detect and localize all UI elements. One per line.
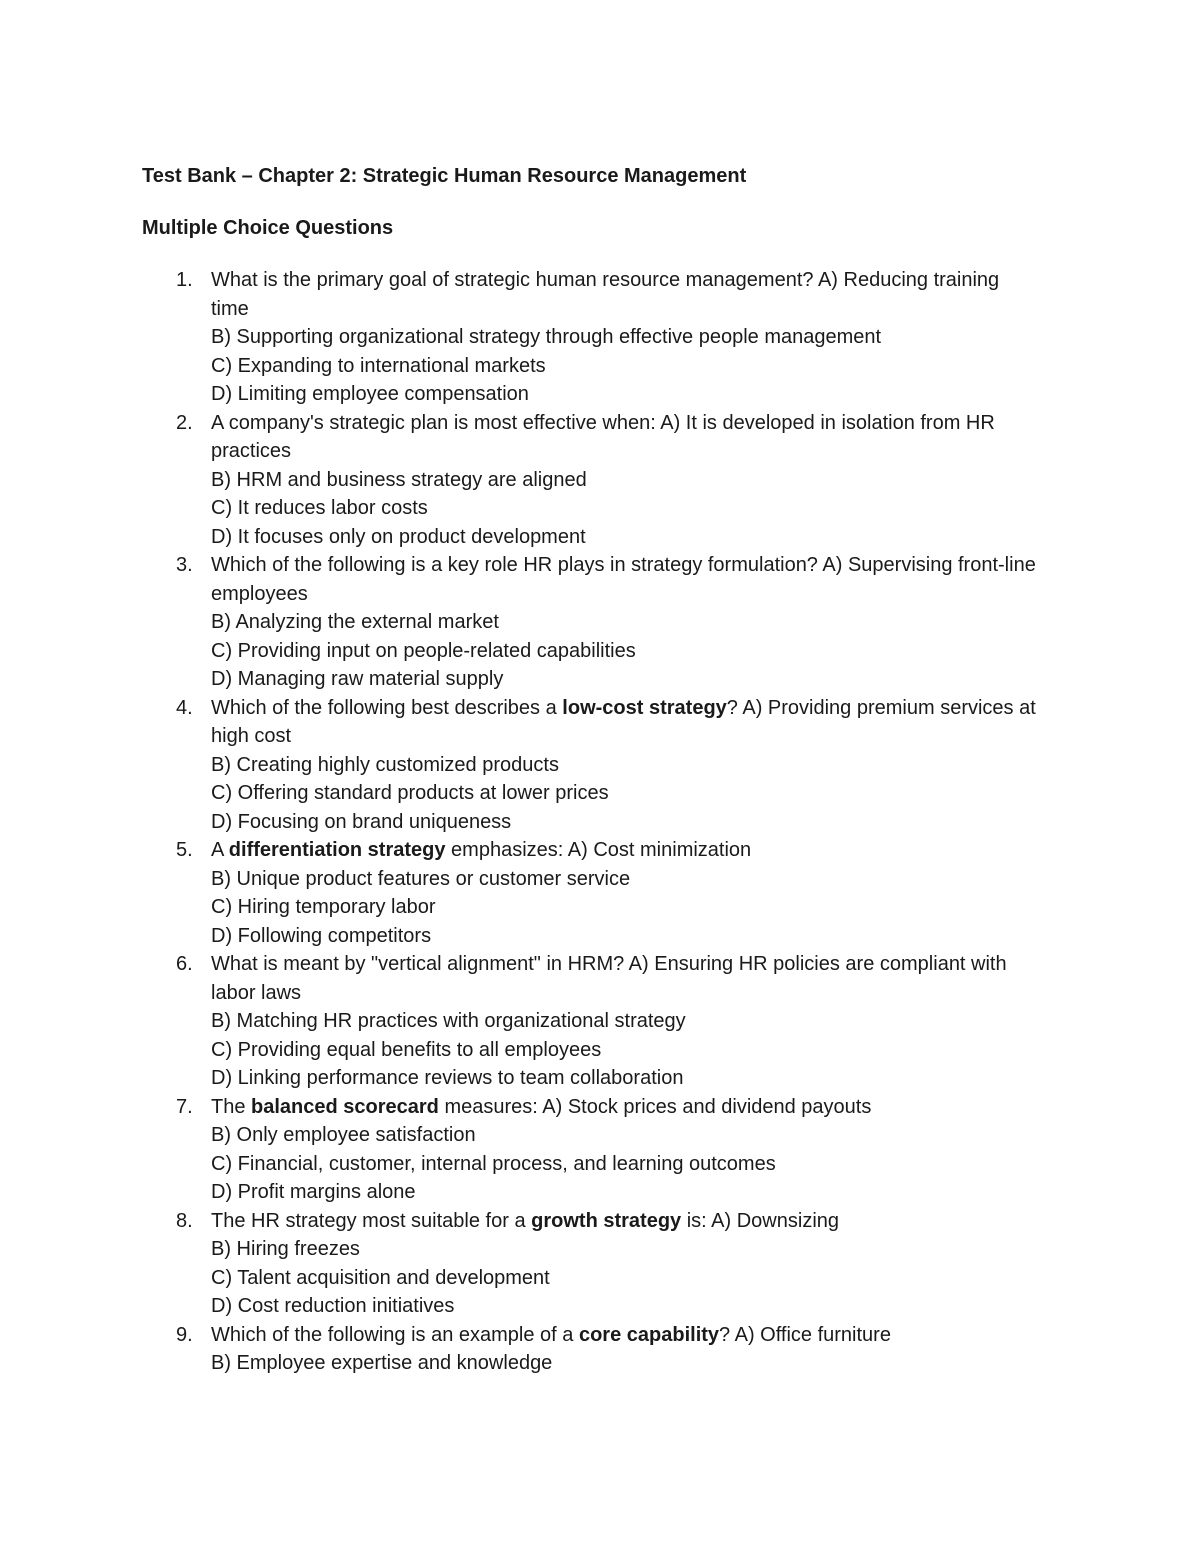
document-title: Test Bank – Chapter 2: Strategic Human Resource Management [142, 165, 747, 187]
question-text [211, 694, 1042, 751]
question-text-part: ? A) Office furniture [719, 1323, 891, 1346]
answer-option: B) Only employee satisfaction [211, 1124, 476, 1146]
question-list [142, 266, 1042, 1378]
question-number: 4. [176, 696, 193, 719]
answer-option: C) Talent acquisition and development [211, 1266, 550, 1289]
question-item [142, 1321, 1042, 1378]
question-text-part: A company's strategic plan is most effective when: A) It is developed in isolation from HR practices [211, 411, 995, 462]
answer-option: D) Profit margins alone [211, 1181, 416, 1203]
question-text-part: is: A) Downsizing [681, 1209, 840, 1232]
answer-option: C) It reduces labor costs [211, 497, 428, 519]
question-number: 2. [176, 411, 193, 434]
answer-option: C) Providing equal benefits to all employees [211, 1038, 602, 1061]
question-text-part: emphasizes: A) Cost minimization [445, 839, 752, 861]
question-text-part: ? A) Providing premium services at high cost [211, 696, 1036, 747]
question-text-part: What is the primary goal of strategic human resource management? A) Reducing training time [211, 269, 1000, 320]
question-text-part: Which of the following is a key role HR plays in strategy formulation? A) Supervising front-line employees [211, 554, 1036, 605]
answer-option: D) Focusing on brand uniqueness [211, 810, 512, 833]
answer-option: D) It focuses only on product development [211, 525, 586, 548]
answer-option: C) Offering standard products at lower prices [211, 782, 609, 804]
answer-option: B) HRM and business strategy are aligned [211, 468, 587, 491]
question-item [142, 694, 1042, 837]
key-term: balanced scorecard [251, 1095, 439, 1118]
key-term: differentiation strategy [228, 839, 446, 861]
question-item [142, 409, 1042, 552]
question-number: 1. [176, 269, 193, 291]
answer-option: D) Linking performance reviews to team collaboration [211, 1067, 684, 1089]
section-heading: Multiple Choice Questions [142, 217, 394, 239]
question-text-part: What is meant by "vertical alignment" in HRM? A) Ensuring HR policies are compliant with labor laws [211, 953, 1007, 1004]
question-text [211, 1321, 1042, 1350]
key-term: low-cost strategy [562, 696, 727, 719]
answer-option: C) Providing input on people-related capabilities [211, 639, 636, 662]
question-text-part: measures: A) Stock prices and dividend payouts [438, 1095, 872, 1118]
answer-option: B) Unique product features or customer service [211, 867, 631, 890]
answer-option: D) Limiting employee compensation [211, 383, 529, 405]
answer-option: C) Hiring temporary labor [211, 896, 436, 918]
question-item [142, 1207, 1042, 1321]
question-text [211, 551, 1042, 608]
question-item [142, 266, 1042, 409]
question-text [211, 1207, 1042, 1236]
question-number: 9. [176, 1323, 193, 1346]
answer-option: D) Cost reduction initiatives [211, 1295, 455, 1317]
question-text-part: The HR strategy most suitable for a [211, 1209, 532, 1232]
answer-option: B) Analyzing the external market [211, 611, 499, 633]
question-item [142, 950, 1042, 1093]
question-item [142, 1093, 1042, 1207]
question-number: 6. [176, 953, 193, 975]
question-text-part: The [211, 1095, 252, 1118]
question-item [142, 836, 1042, 950]
answer-option: B) Hiring freezes [211, 1238, 360, 1260]
answer-option: D) Following competitors [211, 924, 432, 947]
document-body [142, 162, 1042, 1378]
question-number: 8. [176, 1209, 193, 1232]
answer-option: C) Expanding to international markets [211, 354, 546, 377]
question-text [211, 1093, 1042, 1122]
question-item [142, 551, 1042, 694]
key-term: growth strategy [531, 1209, 682, 1232]
question-text [211, 266, 1042, 323]
question-text-part: A [211, 839, 229, 861]
answer-option: C) Financial, customer, internal process, and learning outcomes [211, 1152, 776, 1175]
answer-option: B) Matching HR practices with organizational strategy [211, 1010, 686, 1032]
answer-option: D) Managing raw material supply [211, 668, 504, 690]
answer-option: B) Creating highly customized products [211, 753, 559, 776]
question-text-part: Which of the following best describes a [211, 696, 563, 719]
answer-option: B) Supporting organizational strategy through effective people management [211, 326, 882, 348]
question-text [211, 950, 1042, 1007]
question-text-part: Which of the following is an example of a [211, 1323, 579, 1346]
question-number: 5. [176, 839, 193, 861]
question-number: 3. [176, 554, 193, 576]
answer-option: B) Employee expertise and knowledge [211, 1352, 553, 1374]
question-number: 7. [176, 1095, 193, 1118]
key-term: core capability [578, 1323, 720, 1346]
question-text [211, 836, 1042, 865]
question-text [211, 409, 1042, 466]
